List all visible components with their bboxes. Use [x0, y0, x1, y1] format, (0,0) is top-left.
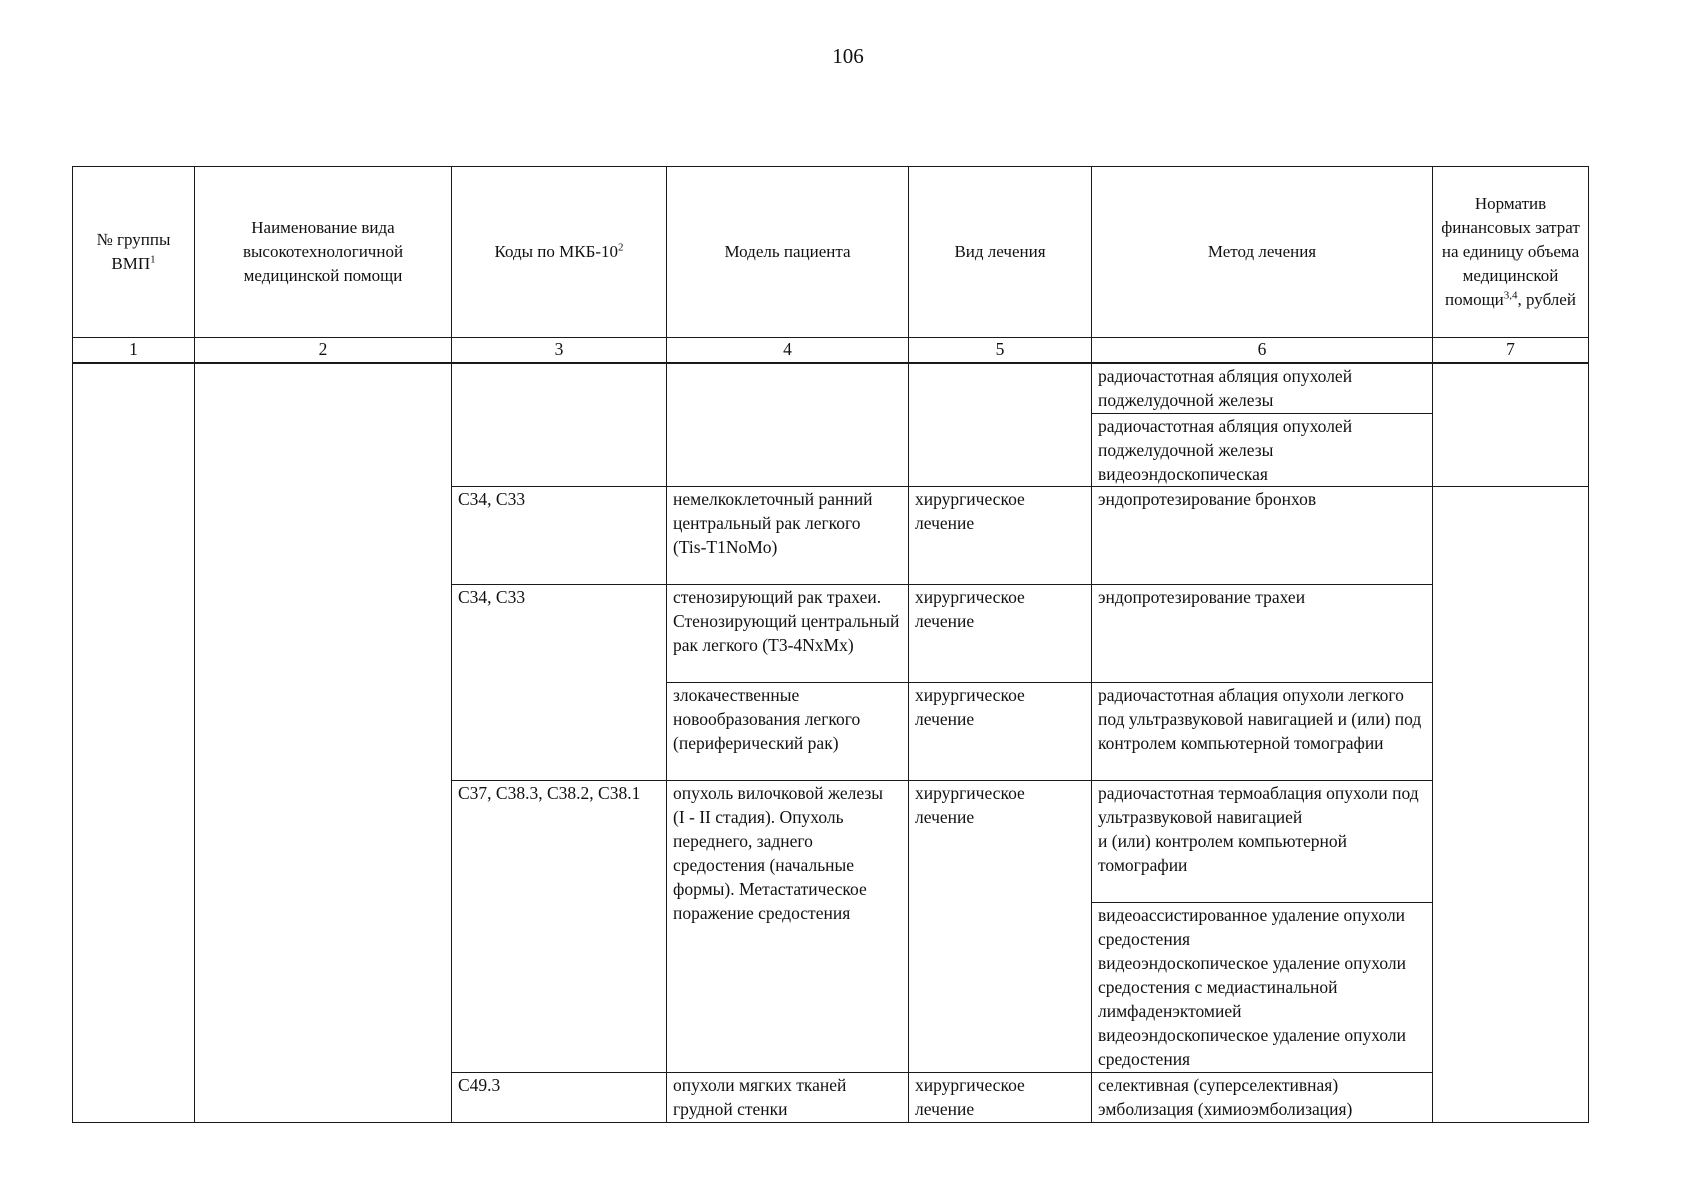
column-number: 3: [452, 338, 667, 364]
vmp-table: [72, 166, 1589, 1123]
treatment-type-cell: хирургическое лечение: [909, 486, 1092, 584]
header-care-type-name: Наименование вида высокотехнологичной медицинской помощи: [195, 167, 452, 338]
patient-model-cell: злокачественные новообразования легкого (периферический рак): [667, 682, 909, 780]
treatment-method-cell: радиочастотная аблация опухоли легкого под ультразвуковой навигацией и (или) под контролем компьютерной томографии: [1092, 682, 1433, 780]
treatment-type-cell: хирургическое лечение: [909, 682, 1092, 780]
table-row: [73, 363, 1589, 413]
header-treatment-type: Вид лечения: [909, 167, 1092, 338]
care-type-cell: [195, 363, 452, 1122]
treatment-type-cell: хирургическое лечение: [909, 780, 1092, 1072]
column-number: 1: [73, 338, 195, 364]
codes-cell: C34, C33: [452, 486, 667, 584]
column-number: 6: [1092, 338, 1433, 364]
patient-model-cell: опухоль вилочковой железы (I - II стадия). Опухоль переднего, заднего средостения (начальные формы). Метастатическое поражение средостения: [667, 780, 909, 1072]
codes-cell: C49.3: [452, 1072, 667, 1122]
treatment-method-cell: эндопротезирование бронхов: [1092, 486, 1433, 584]
cost-cell: [1433, 486, 1589, 1122]
page-number: 106: [832, 44, 864, 68]
patient-model-cell: [667, 363, 909, 486]
header-icd10-codes: Коды по МКБ-$10^2$: [452, 167, 667, 338]
patient-model-cell: немелкоклеточный ранний центральный рак легкого (Tis-T1NoMo): [667, 486, 909, 584]
treatment-type-cell: хирургическое лечение: [909, 1072, 1092, 1122]
column-number-row: [73, 338, 1589, 364]
header-group-number: № группы ВМП$^1$: [73, 167, 195, 338]
group-number-cell: [73, 363, 195, 1122]
treatment-method-cell: эндопротезирование трахеи: [1092, 584, 1433, 682]
column-number: 2: [195, 338, 452, 364]
treatment-method-cell: селективная (суперселективная) эмболизация (химиоэмболизация): [1092, 1072, 1433, 1122]
treatment-method-cell: радиочастотная абляция опухолей поджелудочной железы: [1092, 363, 1433, 413]
codes-cell: C37, C38.3, C38.2, C38.1: [452, 780, 667, 1072]
header-patient-model: Модель пациента: [667, 167, 909, 338]
header-cost-standard: Норматив финансовых затрат на единицу объема медицинской помощи$^{3,4}$, рублей: [1433, 167, 1589, 338]
treatment-method-cell: видеоассистированное удаление опухоли средостения видеоэндоскопическое удаление опухоли средостения с медиастинальной лимфаденэктомией видеоэндоскопическое удаление опухоли средостения: [1092, 902, 1433, 1072]
column-number: 4: [667, 338, 909, 364]
codes-cell: [452, 363, 667, 486]
table-header-row: [73, 167, 1589, 338]
treatment-type-cell: хирургическое лечение: [909, 584, 1092, 682]
column-number: 5: [909, 338, 1092, 364]
codes-cell: C34, C33: [452, 584, 667, 780]
column-number: 7: [1433, 338, 1589, 364]
patient-model-cell: опухоли мягких тканей грудной стенки: [667, 1072, 909, 1122]
treatment-method-cell: радиочастотная абляция опухолей поджелудочной железы видеоэндоскопическая: [1092, 413, 1433, 486]
cost-cell: [1433, 363, 1589, 486]
treatment-method-cell: радиочастотная термоаблация опухоли под ультразвуковой навигацией и (или) контролем компьютерной томографии: [1092, 780, 1433, 902]
header-treatment-method: Метод лечения: [1092, 167, 1433, 338]
patient-model-cell: стенозирующий рак трахеи. Стенозирующий центральный рак легкого (T3-4NxMx): [667, 584, 909, 682]
treatment-type-cell: [909, 363, 1092, 486]
